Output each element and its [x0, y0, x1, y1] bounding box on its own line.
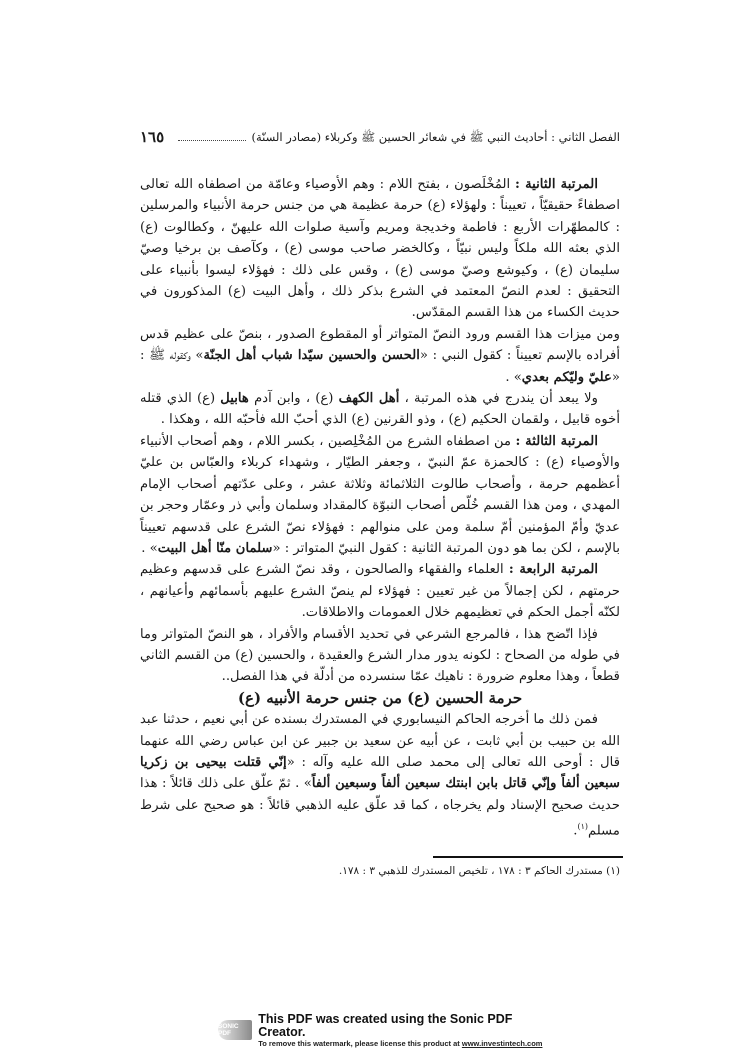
sonic-pdf-watermark: [218, 1011, 548, 1048]
investintech-link[interactable]: www.investintech.com: [461, 1038, 543, 1048]
page-number: ١٦٥: [140, 128, 165, 146]
section-heading: حرمة الحسين (ع) من جنس حرمة الأنبيه (ع): [237, 688, 523, 707]
watermark-line-2-prefix: To remove this watermark, please license this product at: [258, 1038, 462, 1048]
hadith-quote-yahya: إنّي قتلت بيحيى بن زكريا سبعين ألفاً وإنّي قاتل بابن ابنتك سبعين ألفاً وسبعين ألفاً: [140, 754, 620, 792]
rank-two-text: المُخْلَصون ، بفتح اللام : وهم الأوصياء وعامّة من اصطفاه الله تعالى اصطفاءً حقيقيّاً ، تعييناً : ولهؤلاء (ع) حرمة عظيمة هي من جنس حرمة الأنبياء والمرسلين : كالمطهّرات الأربع : فاطمة وخديجة ومريم وآسية صلوات الله عليهنّ ، وكطالوت (ع) الذي بعثه الله ملكاً وليس نبيّاً ، وكالخضر صاحب موسى (ع) ، وكآصف بن برخيا وصيّ سليمان (ع) ، وكيوشع وصيّ موسى (ع) ، وقس على ذلك : فهؤلاء ليسوا بأنبياء على التحقيق : لعدم النصّ المعتمد في الشرع بذكر ذلك ، وأهل البيت (ع) المذكورون في حديث الكساء من هذا القسم المقدّس.: [140, 177, 620, 321]
habil: هابيل: [220, 391, 249, 407]
features-text: ومن ميزات هذا القسم ورود النصّ المتواتر أو المقطوع الصدور ، بنصّ على عظيم قدس أفراده بالإسم تعييناً : كقول النبي : «: [140, 326, 620, 364]
inclusions-text: ولا يبعد أن يندرج في هذه المرتبة ،: [399, 391, 598, 407]
footnote-divider: [433, 856, 623, 858]
paragraph-hadith-hakim: [140, 709, 620, 842]
paragraph-inclusions: [140, 388, 620, 431]
rank-four-text: العلماء والفقهاء والصالحون ، وقد نصّ الشرع على قدسهم وعظيم حرمتهم ، لكن إجمالاً من غير تعيين : فهؤلاء لم ينصّ الشرع عليهم بأسمائهم وأعيانهم ، لكنّه أجمل الحكم في تعظيمهم خلال العمومات والاطلاقات.: [140, 562, 620, 621]
rank-three-heading: المرتبة الثالثة :: [515, 433, 598, 449]
features-text-end: » .: [505, 369, 522, 385]
hakim-text: فمن ذلك ما أخرجه الحاكم النيسابوري في المستدرك بسنده عن أبي نعيم ، حدثنا عبد الله بن حبيب بن أبي ثابت ، عن أبيه عن سعيد بن جبير عن ابن عباس رضي الله عنهما قال : أوحى الله تعالى إلى محمد صلى الله عليه وآله : «: [140, 712, 621, 770]
watermark-line-1-prefix: This PDF was created using the: [258, 1011, 450, 1026]
hadith-quote-hasan-husayn: الحسن والحسين سيّدا شباب أهل الجنّة: [203, 348, 420, 364]
conclusion-text: فإذا اتّضح هذا ، فالمرجع الشرعي في تحديد الأقسام والأفراد ، هو النصّ المتواتر وما في طوله من الصحاح : لكونه يدور مدار الشرع والعقيدة ، والحسين (ع) من القسم الثاني قطعاً ، وهذا معلوم ضرورة : ناهيك عمّا سنسرده من أدلّة في هذا الفصل..: [140, 626, 620, 685]
watermark-line-1-suffix: .: [301, 1024, 306, 1039]
watermark-text: [258, 1013, 548, 1048]
paragraph-features: [140, 324, 620, 388]
paragraph-rank-four: [140, 559, 620, 623]
watermark-brand: Sonic PDF Creator: [258, 1011, 513, 1039]
inclusions-text-middle: (ع) ، وابن آدم: [248, 391, 339, 407]
watermark-line-2: [258, 1039, 548, 1048]
ahl-al-kahf: أهل الكهف: [338, 391, 400, 407]
running-header: [140, 124, 620, 144]
rank-two-heading: المرتبة الثانية :: [515, 177, 598, 192]
rank-three-text-end: » .: [141, 540, 158, 556]
watermark-line-1: [258, 1013, 548, 1039]
paragraph-rank-two: [140, 174, 620, 324]
rank-four-heading: المرتبة الرابعة :: [508, 562, 598, 578]
leader-dots: [178, 139, 245, 141]
chapter-title: الفصل الثاني : أحاديث النبي ﷺ في شعائر الحسين ﷺ وكربلاء (مصادر السنّة): [251, 130, 620, 144]
features-text-middle: » وكقوله ﷺ : «: [140, 348, 620, 385]
footnote: (١) مستدرك الحاكم ٣ : ١٧٨ ، تلخيص المستدرك للذهبي ٣ : ١٧٨.: [338, 865, 620, 877]
rank-three-text: من اصطفاه الشرع من المُخْلِصين ، بكسر اللام ، وهم أصحاب الأنبياء والأوصياء (ع) : كالحمزة عمّ النبيّ ، وجعفر الطيّار ، وشهداء كربلاء والعبّاس بن عليّ أعظمهم حرمة ، وأصحاب طالوت الثلاثمائة وثلاثة عشر ، وعلى عدّتهم أصحاب الإمام المهدي ، ومن هذا القسم خُلّص أصحاب النبوّة كالمقداد وسلمان وأبي ذر وعمّار وحجر بن عديّ وأمّ المؤمنين أمّ سلمة ومن على منوالهم : فهؤلاء نصّ الشرع على قدسهم تعييناً بالإسم ، لكن بما هو دون المرتبة الثانية : كقول النبيّ المتواتر : «: [140, 433, 620, 556]
hadith-quote-salman: سلمان منّا أهل البيت: [157, 540, 273, 556]
sonic-pdf-logo-icon: SONIC PDF: [218, 1020, 252, 1040]
final-period: .: [573, 823, 578, 839]
paragraph-conclusion: [140, 624, 620, 688]
hadith-quote-ali: عليّ وليّكم بعدي: [521, 369, 612, 385]
body-text: [140, 174, 620, 842]
paragraph-rank-three: [140, 431, 620, 559]
inclusions-text-end: (ع) الذي قتله أخوه قابيل ، ولقمان الحكيم (ع) ، وذو القرنين (ع) الذي أحبّ الله فأحبّه الله ، وهكذا .: [140, 391, 620, 428]
hakim-text-end: » . ثمّ علّق على ذلك قائلاً : هذا حديث صحيح الإسناد ولم يخرجاه ، كما قد علّق عليه الذهبي قائلاً : هو صحيح على شرط مسلم: [140, 776, 620, 839]
footnote-reference[interactable]: (١): [577, 822, 589, 832]
